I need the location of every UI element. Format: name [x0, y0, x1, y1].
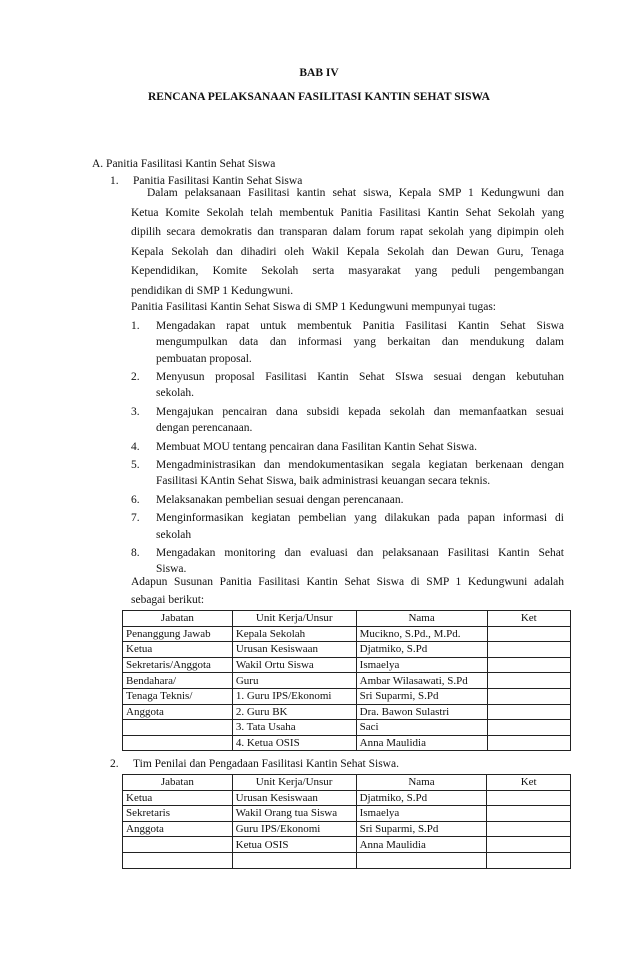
intro-paragraph — [131, 184, 564, 301]
task-item — [131, 545, 564, 578]
table-cell: 4. Ketua OSIS — [232, 735, 356, 751]
table-cell: Guru — [232, 673, 356, 689]
table-cell — [487, 720, 570, 736]
table-cell — [487, 837, 571, 853]
table-header-cell: Ket — [487, 611, 570, 627]
task-line: dengan perencanaan. — [156, 422, 253, 435]
table-cell: Urusan Kesiswaan — [232, 790, 356, 806]
task-line: Mengadministrasikan dan mendokumentasikan segala kegiatan berkenaan dengan — [156, 459, 564, 472]
table-cell: Kepala Sekolah — [232, 626, 356, 642]
table-cell — [123, 735, 233, 751]
table-header-cell: Unit Kerja/Unsur — [232, 775, 356, 791]
table-cell: Wakil Ortu Siswa — [232, 657, 356, 673]
table-row — [123, 837, 571, 853]
table-row — [123, 806, 571, 822]
table-row — [123, 720, 571, 736]
committee-table — [122, 610, 571, 751]
table-cell: Ketua — [123, 790, 233, 806]
task-line: Fasilitasi KAntin Sehat Siswa, baik administrasi keuangan secara teknis. — [156, 475, 491, 488]
assessment-team-table — [122, 774, 571, 869]
table-cell — [487, 852, 571, 868]
sub2-heading: Tim Penilai dan Pengadaan Fasilitasi Kantin Sehat Siswa. — [133, 758, 399, 770]
table-header-cell: Jabatan — [123, 775, 233, 791]
table-cell: Dra. Bawon Sulastri — [356, 704, 487, 720]
paragraph-line: Dalam pelaksanaan Fasilitasi kantin sehat siswa, Kepala SMP 1 Kedungwuni dan — [147, 187, 564, 199]
composition-line: Adapun Susunan Panitia Fasilitasi Kantin Sehat Siswa di SMP 1 Kedungwuni adalah — [131, 576, 564, 588]
table-cell: 2. Guru BK — [232, 704, 356, 720]
table-header-cell: Ket — [487, 775, 571, 791]
task-item — [131, 457, 564, 490]
task-line: pembuatan proposal. — [156, 352, 252, 365]
table-cell — [487, 626, 570, 642]
task-line: Siswa. — [156, 563, 187, 576]
table-cell — [123, 852, 233, 868]
table-cell: Urusan Kesiswaan — [232, 642, 356, 658]
table-row — [123, 657, 571, 673]
table-cell — [487, 821, 571, 837]
table-cell — [487, 657, 570, 673]
table-cell — [487, 704, 570, 720]
paragraph-line: Kepala Sekolah dan dihadiri oleh Wakil Kepala Sekolah dan Dewan Guru, Tenaga — [131, 245, 564, 258]
composition-line: sebagai berikut: — [131, 593, 205, 606]
table-row — [123, 704, 571, 720]
task-item — [131, 510, 564, 543]
table-cell: Wakil Orang tua Siswa — [232, 806, 356, 822]
task-number: 3. — [131, 405, 140, 418]
table-cell: Sri Suparmi, S.Pd — [356, 821, 487, 837]
table-cell — [487, 688, 570, 704]
task-line: Mengadakan rapat untuk membentuk Panitia Fasilitasi Kantin Sehat Siswa — [156, 320, 564, 332]
table-cell: Tenaga Teknis/ — [123, 688, 233, 704]
sub2-number: 2. — [110, 758, 119, 770]
task-item — [131, 404, 564, 437]
task-line: sekolah — [156, 528, 192, 541]
table-cell: Anna Maulidia — [356, 837, 487, 853]
task-item — [131, 492, 564, 508]
table-cell: Sekretaris/Anggota — [123, 657, 233, 673]
paragraph-line: pendidikan di SMP 1 Kedungwuni. — [131, 284, 294, 297]
task-number: 1. — [131, 320, 140, 332]
table-cell — [487, 673, 570, 689]
task-item — [131, 369, 564, 402]
table-cell: Saci — [356, 720, 487, 736]
table-cell: Anna Maulidia — [356, 735, 487, 751]
task-item — [131, 318, 564, 367]
table-cell — [123, 837, 233, 853]
table-cell: 1. Guru IPS/Ekonomi — [232, 688, 356, 704]
table-cell: Penanggung Jawab — [123, 626, 233, 642]
composition-intro — [131, 574, 564, 609]
table-cell — [487, 642, 570, 658]
table-cell: Bendahara/ — [123, 673, 233, 689]
table-cell: Ismaelya — [356, 657, 487, 673]
table-cell: Djatmiko, S.Pd — [356, 790, 487, 806]
chapter-label: BAB IV — [299, 67, 339, 79]
table-cell: Ketua — [123, 642, 233, 658]
table-cell — [487, 735, 570, 751]
table-cell: Sri Suparmi, S.Pd — [356, 688, 487, 704]
paragraph-line: dipilih secara demokratis dan transparan dalam forum rapat sekolah yang dipimpin oleh — [131, 226, 564, 238]
paragraph-line: Kependidikan, Komite Sekolah serta masyarakat yang peduli pengembangan — [131, 265, 564, 277]
table-row — [123, 642, 571, 658]
table-cell: Guru IPS/Ekonomi — [232, 821, 356, 837]
table-cell — [232, 852, 356, 868]
sub1-heading: Panitia Fasilitasi Kantin Sehat Siswa — [133, 175, 303, 187]
task-line: Membuat MOU tentang pencairan dana Fasilitan Kantin Sehat Siswa. — [156, 440, 477, 453]
paragraph-line: Ketua Komite Sekolah telah membentuk Panitia Fasilitasi Kantin Sehat Sekolah yang — [131, 206, 564, 219]
table-cell: Anggota — [123, 704, 233, 720]
task-line: Mengadakan monitoring dan evaluasi dan pelaksanaan Fasilitasi Kantin Sehat — [156, 547, 564, 560]
table-header-row — [123, 611, 571, 627]
task-line: mengumpulkan data dan informasi yang berkaitan dan mendukung dalam — [156, 336, 564, 349]
table-cell — [123, 720, 233, 736]
task-number: 5. — [131, 459, 140, 472]
task-number: 6. — [131, 493, 140, 506]
table-row — [123, 790, 571, 806]
section-a-heading: A. Panitia Fasilitasi Kantin Sehat Siswa — [92, 158, 276, 170]
table-cell: Sekretaris — [123, 806, 233, 822]
table-row — [123, 688, 571, 704]
table-cell: Mucikno, S.Pd., M.Pd. — [356, 626, 487, 642]
task-number: 2. — [131, 371, 140, 384]
task-line: Menyusun proposal Fasilitasi Kantin Sehat SIswa sesuai dengan kebutuhan — [156, 371, 564, 384]
task-line: Mengajukan pencairan dana subsidi kepada sekolah dan memanfaatkan sesuai — [156, 405, 564, 418]
table-cell: Ambar Wilasawati, S.Pd — [356, 673, 487, 689]
table-cell: Ismaelya — [356, 806, 487, 822]
tasks-intro: Panitia Fasilitasi Kantin Sehat Siswa di SMP 1 Kedungwuni mempunyai tugas: — [131, 301, 497, 313]
task-number: 8. — [131, 547, 140, 560]
task-line: Menginformasikan kegiatan pembelian yang dilakukan pada papan informasi di — [156, 512, 564, 525]
task-item — [131, 439, 564, 455]
task-number: 4. — [131, 440, 140, 453]
task-line: sekolah. — [156, 387, 195, 400]
table-cell: Ketua OSIS — [232, 837, 356, 853]
table-row — [123, 735, 571, 751]
tasks-list — [131, 318, 564, 580]
table-row — [123, 673, 571, 689]
table-cell: Djatmiko, S.Pd — [356, 642, 487, 658]
table-header-cell: Jabatan — [123, 611, 233, 627]
table-cell — [487, 790, 571, 806]
table-row — [123, 852, 571, 868]
table-cell — [487, 806, 571, 822]
table-row — [123, 821, 571, 837]
table-cell — [356, 852, 487, 868]
task-number: 7. — [131, 512, 140, 525]
table-header-cell: Unit Kerja/Unsur — [232, 611, 356, 627]
task-line: Melaksanakan pembelian sesuai dengan perencanaan. — [156, 493, 404, 506]
table-row — [123, 626, 571, 642]
table-header-cell: Nama — [356, 611, 487, 627]
sub1-number: 1. — [110, 175, 119, 187]
table-header-cell: Nama — [356, 775, 487, 791]
table-cell: 3. Tata Usaha — [232, 720, 356, 736]
table-cell: Anggota — [123, 821, 233, 837]
table-header-row — [123, 775, 571, 791]
chapter-title: RENCANA PELAKSANAAN FASILITASI KANTIN SEHAT SISWA — [148, 91, 490, 103]
